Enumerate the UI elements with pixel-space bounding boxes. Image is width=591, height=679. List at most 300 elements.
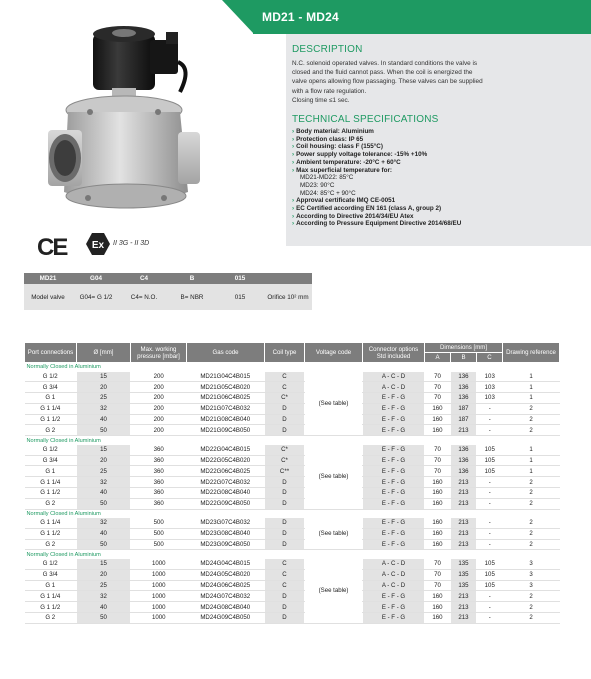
table-cell: 136 <box>451 372 477 382</box>
spec-item <box>292 213 587 221</box>
table-cell: C <box>265 559 305 569</box>
table-cell: MD21G09C4B050 <box>187 425 265 436</box>
table-cell: D <box>265 528 305 539</box>
table-cell: 360 <box>131 498 187 509</box>
table-row <box>25 382 560 393</box>
table-cell: G 1/2 <box>25 372 77 382</box>
table-cell: MD22G04C4B015 <box>187 445 265 455</box>
table-cell: 360 <box>131 477 187 488</box>
voltage-see-table: (See table) <box>305 559 363 623</box>
table-cell: 213 <box>451 487 477 498</box>
table-cell: 2 <box>503 591 560 602</box>
group-row <box>25 550 560 559</box>
atex-ex-text: Ex <box>91 240 105 251</box>
table-cell: 105 <box>477 580 503 591</box>
table-cell: 160 <box>425 425 451 436</box>
table-cell: 40 <box>77 414 131 425</box>
table-row <box>25 591 560 602</box>
table-cell: 1000 <box>131 612 187 623</box>
table-cell: 2 <box>503 518 560 528</box>
table-cell: - <box>477 528 503 539</box>
code-header-cell <box>264 273 312 284</box>
col-header-voltage: Voltage code <box>305 343 363 363</box>
table-cell: C <box>265 569 305 580</box>
atex-label: II 3G - II 3D <box>113 240 150 247</box>
spec-item <box>292 174 587 182</box>
table-cell: 2 <box>503 414 560 425</box>
table-cell: G 2 <box>25 612 77 623</box>
table-cell: 136 <box>451 455 477 466</box>
spec-item <box>292 182 587 190</box>
group-label: Normally Closed in Aluminium <box>25 509 560 518</box>
table-cell: D <box>265 602 305 613</box>
code-value-cell: Orifice 10² mm <box>264 284 312 310</box>
col-header-dimensions: Dimensions [mm] <box>425 343 503 353</box>
code-value-cell: C4= N.O. <box>120 284 168 310</box>
code-table-header-row <box>24 273 312 284</box>
table-cell: 360 <box>131 466 187 477</box>
bullet-arrow-icon: › <box>292 158 295 166</box>
page-title: MD21 - MD24 <box>262 10 339 24</box>
table-cell: MD24G07C4B032 <box>187 591 265 602</box>
table-cell: 25 <box>77 466 131 477</box>
description-line: closed and the fluid cannot pass. When the coil is energized the <box>292 69 473 77</box>
table-cell: E - F - G <box>363 455 425 466</box>
table-cell: G 1 1/4 <box>25 518 77 528</box>
col-header-port: Port connections <box>25 343 77 363</box>
code-table-value-row <box>24 284 312 310</box>
table-cell: 200 <box>131 414 187 425</box>
product-table <box>24 342 560 624</box>
table-cell: G 3/4 <box>25 455 77 466</box>
table-cell: MD24G04C4B015 <box>187 559 265 569</box>
voltage-see-table: (See table) <box>305 372 363 436</box>
spec-item <box>292 205 587 213</box>
spec-text: EC Certified according EN 161 (class A, group 2) <box>296 205 442 213</box>
table-row <box>25 466 560 477</box>
spec-item <box>292 190 587 198</box>
table-cell: 1000 <box>131 580 187 591</box>
table-cell: MD22G09C4B050 <box>187 498 265 509</box>
table-cell: MD23G08C4B040 <box>187 528 265 539</box>
table-cell: G 2 <box>25 498 77 509</box>
table-cell: - <box>477 487 503 498</box>
table-cell: C <box>265 372 305 382</box>
table-cell: 105 <box>477 466 503 477</box>
table-cell: 213 <box>451 539 477 550</box>
table-cell: 187 <box>451 403 477 414</box>
table-cell: E - F - G <box>363 425 425 436</box>
table-cell: C* <box>265 455 305 466</box>
table-cell: E - F - G <box>363 612 425 623</box>
table-cell: C** <box>265 466 305 477</box>
code-header-cell: B <box>168 273 216 284</box>
table-cell: MD21G08C4B040 <box>187 414 265 425</box>
bullet-arrow-icon: › <box>292 212 295 220</box>
group-label: Normally Closed in Aluminium <box>25 363 560 372</box>
table-cell: 1 <box>503 455 560 466</box>
table-cell: 1000 <box>131 559 187 569</box>
table-cell: 32 <box>77 477 131 488</box>
table-cell: - <box>477 403 503 414</box>
table-cell: 1 <box>503 372 560 382</box>
table-cell: E - F - G <box>363 539 425 550</box>
table-cell: E - F - G <box>363 466 425 477</box>
table-row <box>25 372 560 382</box>
table-cell: G 1 1/4 <box>25 591 77 602</box>
table-cell: E - F - G <box>363 528 425 539</box>
table-cell: C <box>265 580 305 591</box>
col-header-pressure: Max. working pressure [mbar] <box>131 343 187 363</box>
table-cell: 1 <box>503 466 560 477</box>
table-cell: 15 <box>77 445 131 455</box>
table-cell: D <box>265 425 305 436</box>
table-cell: MD21G05C4B020 <box>187 382 265 393</box>
table-cell: 70 <box>425 445 451 455</box>
table-cell: 213 <box>451 498 477 509</box>
code-header-cell: 015 <box>216 273 264 284</box>
description-text <box>292 59 582 105</box>
table-cell: E - F - G <box>363 487 425 498</box>
spec-item <box>292 143 587 151</box>
group-label: Normally Closed in Aluminium <box>25 550 560 559</box>
atex-hexagon-icon <box>85 232 111 256</box>
description-line: valve opens allowing flow passaging. These valves can be supplied <box>292 78 483 86</box>
table-row <box>25 455 560 466</box>
table-cell: 135 <box>451 569 477 580</box>
table-cell: MD22G07C4B032 <box>187 477 265 488</box>
table-cell: 70 <box>425 559 451 569</box>
group-label: Normally Closed in Aluminium <box>25 436 560 445</box>
table-row <box>25 569 560 580</box>
group-row <box>25 436 560 445</box>
bullet-arrow-icon: › <box>292 197 295 205</box>
table-cell: 20 <box>77 455 131 466</box>
table-cell: 70 <box>425 382 451 393</box>
spec-text: According to Pressure Equipment Directive 2014/68/EU <box>296 220 462 228</box>
table-cell: D <box>265 477 305 488</box>
table-cell: 15 <box>77 372 131 382</box>
bullet-arrow-icon: › <box>292 220 295 228</box>
spec-text: Ambient temperature: -20°C + 60°C <box>296 158 401 166</box>
table-cell: MD24G05C4B020 <box>187 569 265 580</box>
table-cell: A - C - D <box>363 372 425 382</box>
table-cell: G 3/4 <box>25 569 77 580</box>
code-value-cell: 015 <box>216 284 264 310</box>
table-cell: 160 <box>425 403 451 414</box>
spec-text: Max superficial temperature for: <box>296 166 392 174</box>
table-cell: - <box>477 612 503 623</box>
table-cell: 200 <box>131 425 187 436</box>
table-row <box>25 414 560 425</box>
spec-text: Body material: Aluminium <box>296 128 374 135</box>
table-cell: MD21G07C4B032 <box>187 403 265 414</box>
table-cell: 160 <box>425 477 451 488</box>
col-header-coil: Coil type <box>265 343 305 363</box>
code-header-cell: MD21 <box>24 273 72 284</box>
table-cell: MD24G06C4B025 <box>187 580 265 591</box>
spec-item <box>292 220 587 228</box>
col-header-c: C <box>477 353 503 363</box>
table-cell: A - C - D <box>363 580 425 591</box>
table-cell: 500 <box>131 539 187 550</box>
table-cell: MD21G06C4B025 <box>187 393 265 404</box>
table-cell: G 3/4 <box>25 382 77 393</box>
table-cell: 2 <box>503 528 560 539</box>
table-row <box>25 612 560 623</box>
table-cell: E - F - G <box>363 445 425 455</box>
table-cell: 40 <box>77 602 131 613</box>
table-row <box>25 518 560 528</box>
table-cell: 360 <box>131 487 187 498</box>
table-cell: MD22G08C4B040 <box>187 487 265 498</box>
bullet-arrow-icon: › <box>292 166 295 174</box>
table-cell: - <box>477 414 503 425</box>
description-line: Closing time ≤1 sec. <box>292 96 350 104</box>
table-cell: G 1 1/2 <box>25 487 77 498</box>
table-cell: 160 <box>425 612 451 623</box>
table-cell: 213 <box>451 425 477 436</box>
col-header-gas-code: Gas code <box>187 343 265 363</box>
table-cell: 105 <box>477 445 503 455</box>
voltage-see-table: (See table) <box>305 445 363 509</box>
voltage-see-table: (See table) <box>305 518 363 550</box>
table-cell: 136 <box>451 445 477 455</box>
group-row <box>25 509 560 518</box>
table-cell: 160 <box>425 528 451 539</box>
table-cell: D <box>265 498 305 509</box>
table-cell: 1000 <box>131 602 187 613</box>
table-cell: 103 <box>477 393 503 404</box>
table-cell: 200 <box>131 372 187 382</box>
spec-item <box>292 128 587 136</box>
table-cell: E - F - G <box>363 498 425 509</box>
table-cell: 200 <box>131 393 187 404</box>
table-cell: 20 <box>77 382 131 393</box>
col-header-diameter: Ø [mm] <box>77 343 131 363</box>
table-cell: A - C - D <box>363 559 425 569</box>
table-cell: E - F - G <box>363 602 425 613</box>
table-cell: D <box>265 591 305 602</box>
table-cell: 70 <box>425 372 451 382</box>
table-cell: MD24G08C4B040 <box>187 602 265 613</box>
table-cell: 2 <box>503 602 560 613</box>
table-cell: 15 <box>77 559 131 569</box>
table-cell: 25 <box>77 580 131 591</box>
table-header-row <box>25 343 560 353</box>
spec-text: Coil housing: class F (155°C) <box>296 143 383 151</box>
table-cell: 103 <box>477 372 503 382</box>
table-cell: C <box>265 382 305 393</box>
table-cell: D <box>265 414 305 425</box>
table-cell: D <box>265 487 305 498</box>
col-header-drawing: Drawing reference <box>503 343 560 363</box>
col-header-a: A <box>425 353 451 363</box>
code-value-cell: Model valve <box>24 284 72 310</box>
table-row <box>25 425 560 436</box>
col-header-b: B <box>451 353 477 363</box>
table-cell: MD22G05C4B020 <box>187 455 265 466</box>
table-cell: G 1 <box>25 393 77 404</box>
table-cell: 50 <box>77 612 131 623</box>
table-cell: 213 <box>451 518 477 528</box>
table-cell: 160 <box>425 414 451 425</box>
table-cell: E - F - G <box>363 414 425 425</box>
table-cell: E - F - G <box>363 518 425 528</box>
table-cell: 213 <box>451 602 477 613</box>
table-cell: - <box>477 602 503 613</box>
table-cell: 70 <box>425 569 451 580</box>
table-cell: G 1/2 <box>25 559 77 569</box>
table-cell: 2 <box>503 487 560 498</box>
table-cell: G 2 <box>25 425 77 436</box>
table-cell: E - F - G <box>363 591 425 602</box>
code-value-cell: B= NBR <box>168 284 216 310</box>
table-cell: 2 <box>503 403 560 414</box>
table-cell: 25 <box>77 393 131 404</box>
table-cell: 2 <box>503 612 560 623</box>
table-cell: 70 <box>425 580 451 591</box>
bullet-arrow-icon: › <box>292 151 295 159</box>
table-cell: D <box>265 539 305 550</box>
table-row <box>25 559 560 569</box>
table-cell: 213 <box>451 591 477 602</box>
table-cell: E - F - G <box>363 393 425 404</box>
table-cell: 32 <box>77 403 131 414</box>
code-header-cell: G04 <box>72 273 120 284</box>
table-row <box>25 498 560 509</box>
table-cell: 1 <box>503 393 560 404</box>
table-cell: 160 <box>425 539 451 550</box>
table-cell: 160 <box>425 591 451 602</box>
table-cell: G 1 <box>25 580 77 591</box>
table-cell: 135 <box>451 580 477 591</box>
table-cell: 160 <box>425 602 451 613</box>
table-cell: 200 <box>131 403 187 414</box>
bullet-arrow-icon: › <box>292 143 295 151</box>
code-value-cell: G04= G 1/2 <box>72 284 120 310</box>
table-cell: 360 <box>131 445 187 455</box>
table-row <box>25 403 560 414</box>
table-cell: - <box>477 498 503 509</box>
table-cell: G 1 1/2 <box>25 414 77 425</box>
table-cell: 187 <box>451 414 477 425</box>
group-row <box>25 363 560 372</box>
table-cell: 105 <box>477 455 503 466</box>
table-cell: 160 <box>425 498 451 509</box>
table-cell: - <box>477 539 503 550</box>
spec-text: MD21-MD22: 85°C <box>300 174 354 182</box>
table-cell: D <box>265 612 305 623</box>
table-cell: A - C - D <box>363 382 425 393</box>
table-cell: 50 <box>77 425 131 436</box>
table-cell: 3 <box>503 559 560 569</box>
table-cell: 213 <box>451 528 477 539</box>
description-line: with a flow rate regulation. <box>292 87 367 95</box>
spec-text: Protection class: IP 65 <box>296 135 364 143</box>
table-cell: 70 <box>425 393 451 404</box>
table-cell: MD23G07C4B032 <box>187 518 265 528</box>
bullet-arrow-icon: › <box>292 135 295 143</box>
table-cell: 40 <box>77 487 131 498</box>
table-cell: - <box>477 518 503 528</box>
table-cell: MD22G06C4B025 <box>187 466 265 477</box>
table-cell: 2 <box>503 539 560 550</box>
table-cell: D <box>265 518 305 528</box>
table-cell: G 1 1/4 <box>25 403 77 414</box>
spec-item <box>292 151 587 159</box>
table-cell: 2 <box>503 477 560 488</box>
table-cell: 360 <box>131 455 187 466</box>
table-cell: 213 <box>451 612 477 623</box>
table-row <box>25 528 560 539</box>
table-cell: A - C - D <box>363 569 425 580</box>
table-cell: 160 <box>425 487 451 498</box>
table-cell: 1 <box>503 382 560 393</box>
table-cell: G 1/2 <box>25 445 77 455</box>
table-cell: - <box>477 425 503 436</box>
table-cell: MD23G09C4B050 <box>187 539 265 550</box>
product-table-body <box>25 363 560 624</box>
table-cell: G 1 1/4 <box>25 477 77 488</box>
table-cell: 500 <box>131 518 187 528</box>
code-header-cell: C4 <box>120 273 168 284</box>
table-cell: 1 <box>503 445 560 455</box>
table-cell: 3 <box>503 569 560 580</box>
table-cell: 105 <box>477 569 503 580</box>
table-row <box>25 487 560 498</box>
table-cell: 2 <box>503 425 560 436</box>
ce-mark: CE <box>37 234 67 261</box>
spec-text: According to Directive 2014/34/EU Atex <box>296 212 414 220</box>
description-title: DESCRIPTION <box>292 44 363 55</box>
table-cell: G 1 1/2 <box>25 528 77 539</box>
table-row <box>25 602 560 613</box>
table-row <box>25 393 560 404</box>
table-cell: 103 <box>477 382 503 393</box>
table-cell: 105 <box>477 559 503 569</box>
table-cell: 50 <box>77 498 131 509</box>
valve-image <box>38 12 238 224</box>
table-cell: 2 <box>503 498 560 509</box>
spec-list <box>292 128 587 228</box>
spec-item <box>292 197 587 205</box>
table-cell: 50 <box>77 539 131 550</box>
table-cell: 70 <box>425 466 451 477</box>
table-cell: MD24G09C4B050 <box>187 612 265 623</box>
table-cell: C* <box>265 393 305 404</box>
table-cell: 136 <box>451 382 477 393</box>
table-cell: C* <box>265 445 305 455</box>
table-cell: 1000 <box>131 569 187 580</box>
ordering-code-table <box>24 273 312 310</box>
table-cell: E - F - G <box>363 403 425 414</box>
table-row <box>25 539 560 550</box>
spec-text: Power supply voltage tolerance: -15% +10% <box>296 151 428 159</box>
table-cell: G 1 1/2 <box>25 602 77 613</box>
table-cell: 136 <box>451 393 477 404</box>
spec-item <box>292 159 587 167</box>
table-cell: 70 <box>425 455 451 466</box>
bullet-arrow-icon: › <box>292 128 295 135</box>
table-cell: 160 <box>425 518 451 528</box>
table-cell: G 2 <box>25 539 77 550</box>
bullet-arrow-icon: › <box>292 205 295 213</box>
table-cell: 32 <box>77 591 131 602</box>
spec-text: Approval certificate IMQ CE-0051 <box>296 197 396 205</box>
table-cell: 32 <box>77 518 131 528</box>
table-cell: 20 <box>77 569 131 580</box>
